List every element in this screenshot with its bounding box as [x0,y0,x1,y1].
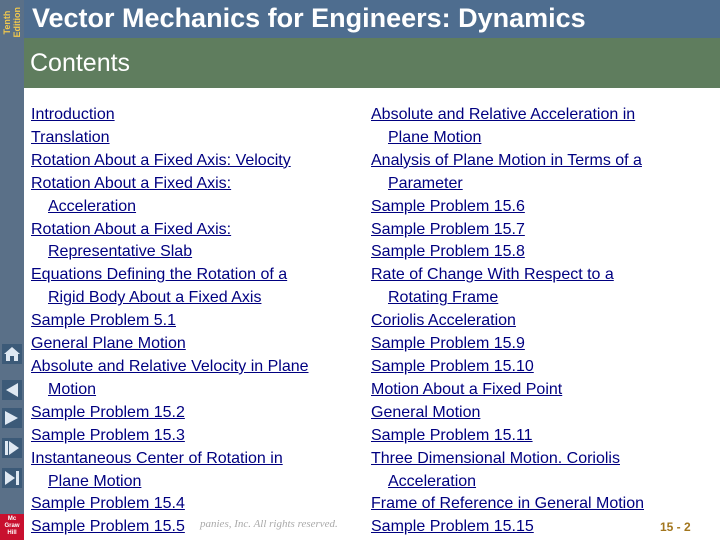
toc-link-text: Rotation About a Fixed Axis: [31,174,232,192]
toc-link-text: Acceleration [48,197,137,215]
toc-link[interactable] [31,104,361,127]
logo-text: Mc Graw Hill [4,516,20,536]
toc-link[interactable] [371,402,711,425]
toc-link-text: Instantaneous Center of Rotation in [31,449,283,467]
toc-link-text: Equations Defining the Rotation of a [31,266,288,284]
toc-link-text: Introduction [31,106,115,123]
toc-link-text: Motion About a Fixed Point [371,380,563,398]
toc-link-text: Sample Problem 5.1 [31,312,176,330]
toc-link[interactable] [371,448,711,494]
title-bar [24,0,720,38]
toc-link-text: Sample Problem 15.8 [371,243,525,261]
toc-link-text: Rotating Frame [388,289,499,307]
toc-link-text: Translation [31,128,110,146]
toc-link[interactable] [371,493,711,516]
previous-button[interactable] [0,378,24,402]
toc-link[interactable] [371,150,711,196]
toc-link[interactable] [31,356,361,402]
book-title: Vector Mechanics for Engineers: Dynamics [32,3,586,33]
edition-text: Tenth Edition [2,6,22,38]
toc-link[interactable] [371,379,711,402]
toc-link-text: General Motion [371,403,481,421]
toc-link-text: Three Dimensional Motion. Coriolis [371,449,620,467]
toc-link[interactable] [371,333,711,356]
toc-link[interactable] [31,402,361,425]
toc-link[interactable] [371,241,711,264]
toc-link-text: Parameter [388,174,463,192]
back-icon [2,408,22,428]
toc-link[interactable] [371,310,711,333]
toc-link[interactable] [371,264,711,310]
toc-link[interactable] [371,356,711,379]
toc-link-text: Sample Problem 15.15 [371,518,534,536]
toc-link-text: Sample Problem 15.9 [371,335,525,353]
toc-link-text: Rate of Change With Respect to a [371,266,614,284]
back-button[interactable] [0,406,24,430]
toc-link-text: Representative Slab [48,243,193,261]
toc-link[interactable] [371,219,711,242]
toc-link-text: Sample Problem 15.6 [371,197,525,215]
next-icon [2,438,22,458]
toc-link[interactable] [31,127,361,150]
section-title: Contents [30,49,131,77]
toc-link[interactable] [31,310,361,333]
toc-link[interactable] [371,425,711,448]
copyright-text: panies, Inc. All rights reserved. [200,518,338,530]
edition-label [0,0,24,44]
toc-link-text: Sample Problem 15.2 [31,403,185,421]
toc-link[interactable] [31,264,361,310]
toc-link-text: Sample Problem 15.3 [31,426,185,444]
toc-link[interactable] [31,493,361,516]
toc-link[interactable] [31,448,361,494]
toc-left-column [31,104,361,539]
toc-link[interactable] [31,173,361,219]
toc-link-text: Acceleration [388,472,477,490]
toc-link-text: Motion [48,380,97,398]
toc-link-text: Frame of Reference in General Motion [371,495,645,513]
toc-link-text: Plane Motion [48,472,142,490]
toc-link-text: Absolute and Relative Acceleration in [371,106,636,123]
toc-right-column [371,104,711,539]
toc-link[interactable] [31,219,361,265]
next-button[interactable] [0,436,24,460]
toc-link-text: Sample Problem 15.7 [371,220,525,238]
section-bar [24,38,720,88]
toc-link-text: General Plane Motion [31,335,186,353]
toc-link-text: Plane Motion [388,128,482,146]
toc-link[interactable] [371,196,711,219]
toc-link-text: Rigid Body About a Fixed Axis [48,289,262,307]
toc-link-text: Rotation About a Fixed Axis: Velocity [31,151,291,169]
toc-link[interactable] [371,104,711,150]
home-button[interactable] [0,342,24,366]
toc-link-text: Sample Problem 15.11 [371,426,533,444]
toc-link[interactable] [31,150,361,173]
toc-link-text: Sample Problem 15.10 [371,357,534,375]
toc-link-text: Rotation About a Fixed Axis: [31,220,232,238]
home-icon [2,344,22,364]
toc-link[interactable] [31,333,361,356]
page-number: 15 - 2 [660,520,691,534]
end-button[interactable] [0,466,24,490]
toc-link-text: Absolute and Relative Velocity in Plane [31,357,309,375]
toc-link-text: Analysis of Plane Motion in Terms of a [371,151,642,169]
toc-link[interactable] [31,425,361,448]
toc-link-text: Coriolis Acceleration [371,312,516,330]
toc-link-text: Sample Problem 15.5 [31,518,185,536]
previous-icon [2,380,22,400]
end-icon [2,468,22,488]
toc-link-text: Sample Problem 15.4 [31,495,185,513]
publisher-logo [0,514,24,540]
